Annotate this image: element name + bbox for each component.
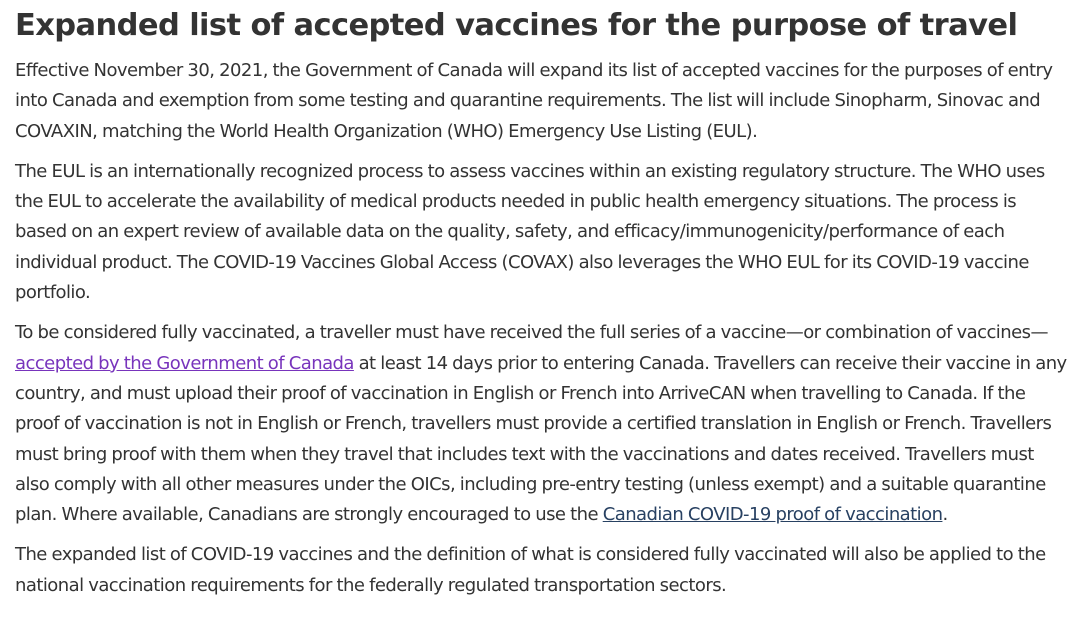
section-heading: Expanded list of accepted vaccines for the purpose of travel bbox=[15, 8, 1018, 43]
proof-of-vaccination-link[interactable]: Canadian COVID-19 proof of vaccination bbox=[602, 504, 943, 526]
fully-vaccinated-text-end: . bbox=[942, 504, 948, 526]
paragraph-effective-date: Effective November 30, 2021, the Government of Canada will expand its list of accepted vaccines for the purposes of entry into Canada and exemption from some testing and quarantine requirements. The list will include Sinopharm, Sinovac and COVAXIN, matching the World Health Organization (WHO) Emergency Use Listing (EUL). bbox=[15, 60, 1053, 142]
accepted-vaccines-link[interactable]: accepted by the Government of Canada bbox=[15, 352, 354, 374]
fully-vaccinated-text-middle: at least 14 days prior to entering Canada. Travellers can receive their vaccine in any country, and must upload their proof of vaccination in English or French into ArriveCAN when travelling to Canada. If the proof of vaccination is not in English or French, travellers must provide a certified translation in English or French. Travellers must bring proof with them when they travel that includes text with the vaccinations and dates received. Travellers must also comply with all other measures under the OICs, including pre-entry testing (unless exempt) and a suitable quarantine plan. Where available, Canadians are strongly encouraged to use the bbox=[15, 352, 1067, 526]
paragraph-eul-explanation: The EUL is an internationally recognized process to assess vaccines within an existing regulatory structure. The WHO uses the EUL to accelerate the availability of medical products needed in public health emergency situations. The process is based on an expert review of available data on the quality, safety, and efficacy/immunogenicity/performance of each individual product. The COVID-19 Vaccines Global Access (COVAX) also leverages the WHO EUL for its COVID-19 vaccine portfolio. bbox=[15, 160, 1045, 304]
fully-vaccinated-text-start: To be considered fully vaccinated, a traveller must have received the full series of a vaccine—or combination of vaccines— bbox=[15, 322, 1048, 344]
paragraph-fully-vaccinated bbox=[15, 318, 1068, 530]
paragraph-transportation-sectors: The expanded list of COVID-19 vaccines and the definition of what is considered fully vaccinated will also be applied to the national vaccination requirements for the federally regulated transportation sectors. bbox=[15, 544, 1046, 596]
